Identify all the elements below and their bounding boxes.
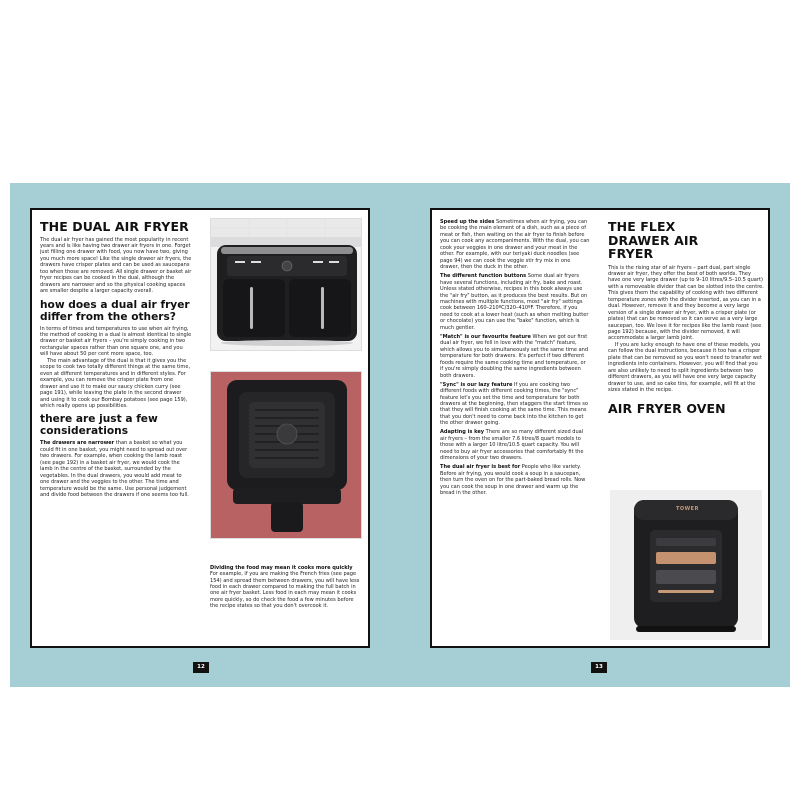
flex-paragraph-2: If you are lucky enough to have one of these models, you can follow the dual instructions, because it too has a crisper plate that can be removed so you won't need to transfer wet ingredients into containers. However, you will find that you are also unlikely to need to split ingredients between two different drawers, as you will have one very large capacity drawer to use, and so cake tins, for example, will fit at the sizes stated in the recipe. (608, 341, 763, 394)
narrower-lead: The drawers are narrower (40, 440, 115, 447)
air-fryer-drawer-photo (210, 371, 362, 539)
best-text: People who like variety. Before air frying, you would cook a soup in a saucepan, then turn the oven on for the part-baked bread rolls. Now you can cook the soup in one drawer and warm up the bread in the other. (440, 464, 586, 497)
air-fryer-oven-title: AIR FRYER OVEN (608, 400, 726, 416)
flex-drawer-title: THE FLEX DRAWER AIR FRYER (608, 220, 699, 261)
best-paragraph (440, 464, 590, 496)
adapting-text: There are so many different sized dual air fryers – from the smaller 7.6 litres/8 quart models to those with a larger 10 litre/10.5 quart capacity. You will need to buy air fryer accessories that comfortably fit the dimensions of your two drawers. (440, 429, 584, 462)
right-page-left-column (440, 219, 590, 646)
adapting-paragraph (440, 429, 590, 461)
differ-paragraph-2: The main advantage of the dual is that it gives you the scope to cook two totally different things at the same time, even at different temperatures and in different styles. For example, you can remove the crisper plate from one drawer and use it to make our saucy chicken curry (see page 191), while leaving the plate in the second drawer and using it to cook our Bombay potatoes (see page 159), which really opens up possibilities. (40, 357, 191, 410)
differ-heading: how does a dual air fryer differ from the others? (40, 298, 190, 323)
dividing-lead: Dividing the food may mean it cooks more quickly (210, 564, 353, 571)
match-paragraph (440, 334, 590, 379)
page-number-12: 12 (193, 662, 209, 673)
page-number-13: 13 (591, 662, 607, 673)
speed-text: Sometimes when air frying, you can be cooking the main element of a dish, such as a piece of meat or fish, then waiting on the air fryer to finish before you can cook any accompaniments. With the dual, you can cook your veggies in one drawer and your meat in the other. For example, with our teriyaki duck noodles (see page 94) we can cook the veggie stir fry mix in one drawer, then the duck in the other. (440, 219, 590, 271)
buttons-text: Some dual air fryers have several functions, including air fry, bake and roast. Unless stated otherwise, recipes in this book always use the "air fry" button, as it produces the best results. But on machines with multiple functions, most "air fry" settings cook between 160–210ºC/320–410ºF. Therefore, if you need to cook at a lower heat (such as when melting butter or chocolate) you can use the "bake" function, which is much gentler. (440, 273, 589, 331)
narrower-text: than a basket so what you could fit in one basket, you might need to spread out over two drawers. For example, when cooking the lamb roast (see page 192) in a basket air fryer, we would cook the lamb in the centre of the basket, surrounded by the vegetables. In the dual drawers, you would add meat to one drawer and the veggies to the other. The time and temperature would be the same. Use personal judgement and divide food between the drawers if one seems too full. (40, 440, 189, 499)
narrower-paragraph (40, 440, 192, 498)
sync-text: If you are cooking two different foods with different cooking times, the "sync" feature let's you set the time and temperature for both drawers at the beginning, then staggers the start times so that they will finish cooking at the same time. This means that you don't need to come back into the kitchen to get the other drawer going. (440, 381, 589, 427)
left-page-text-column (40, 220, 192, 646)
differ-paragraph-1: In terms of times and temperatures to use when air frying, the method of cooking in a dual is almost identical to single drawer or basket air fryers – you're simply cooking in two rectangular spaces rather than one square one, and you will have about 50 per cent more space, too. (40, 325, 192, 358)
flex-paragraph-1: This is the rising star of air fryers – part dual, part single drawer air fryer, they offer the best of both worlds. They have one very large drawer (up to 9–10 litres/9.5–10.5 quart) with a removeable divider that can be slotted into the centre. This gives them the capability of cooking with two different temperature zones with the divider inserted, as you can in a dual. However, remove it and they become a very large version of a single drawer air fryer, with a crisper plate (or plates) that can be removed so it can serve as a very large saucepan, too. We love it for recipes like the lamb roast (see page 192) because, with the divider removed, it will accommodate a larger lamb joint. (608, 264, 764, 342)
dividing-text: For example, if you are making the French fries (see page 154) and spread them between drawers, you will have less food in each drawer compared to making the full batch in one air fryer basket. Less food in each may mean it cooks more quickly, so do check the food a few minutes before the recipe states so that you don't overcook it. (210, 571, 360, 610)
dual-air-fryer-illustration (211, 219, 362, 351)
page-12 (30, 208, 370, 648)
dual-intro-paragraph: The dual air fryer has gained the most popularity in recent years and is like having two drawer air fryers in one. Forget just filling one drawer with food, you now have two, giving you much more space! Like the single drawer air fryers, the drawers have crisper plates and can be used as saucepans too when those are removed. All single drawer or basket air fryer recipes can be cooked in the dual, although the drawers are narrower and so the physical cooking spaces are smaller despite a larger capacity overall. (40, 236, 192, 295)
sync-paragraph (440, 382, 590, 427)
sync-lead: "Sync" is our lazy feature (440, 381, 513, 388)
speed-lead: Speed up the sides (440, 219, 495, 225)
dual-air-fryer-photo (210, 218, 362, 351)
best-lead: The dual air fryer is best for (440, 464, 521, 471)
considerations-heading: there are just a few considerations (40, 413, 158, 438)
adapting-lead: Adapting is key (440, 429, 485, 436)
dividing-paragraph (210, 565, 362, 610)
buttons-lead: The different function buttons (440, 273, 527, 280)
oven-brand-label: TOWER (676, 506, 699, 512)
air-fryer-drawer-illustration (211, 372, 362, 539)
dual-air-fryer-title: THE DUAL AIR FRYER (40, 220, 189, 234)
match-text: When we got our first dual air fryer, we fell in love with the "match" feature, which allows you to simultaneously set the same time and temperature for both drawers. It's perfect if two different foods require the same cooking time and temperature, or if you're simply doubling the same ingredients between both drawers. (440, 333, 589, 379)
match-lead: "Match" is our favourite feature (440, 333, 531, 340)
air-fryer-oven-illustration (610, 490, 762, 640)
page-13 (430, 208, 770, 648)
air-fryer-oven-photo (610, 490, 762, 640)
speed-paragraph (440, 219, 590, 271)
buttons-paragraph (440, 273, 590, 331)
left-page-caption-column (210, 562, 362, 646)
